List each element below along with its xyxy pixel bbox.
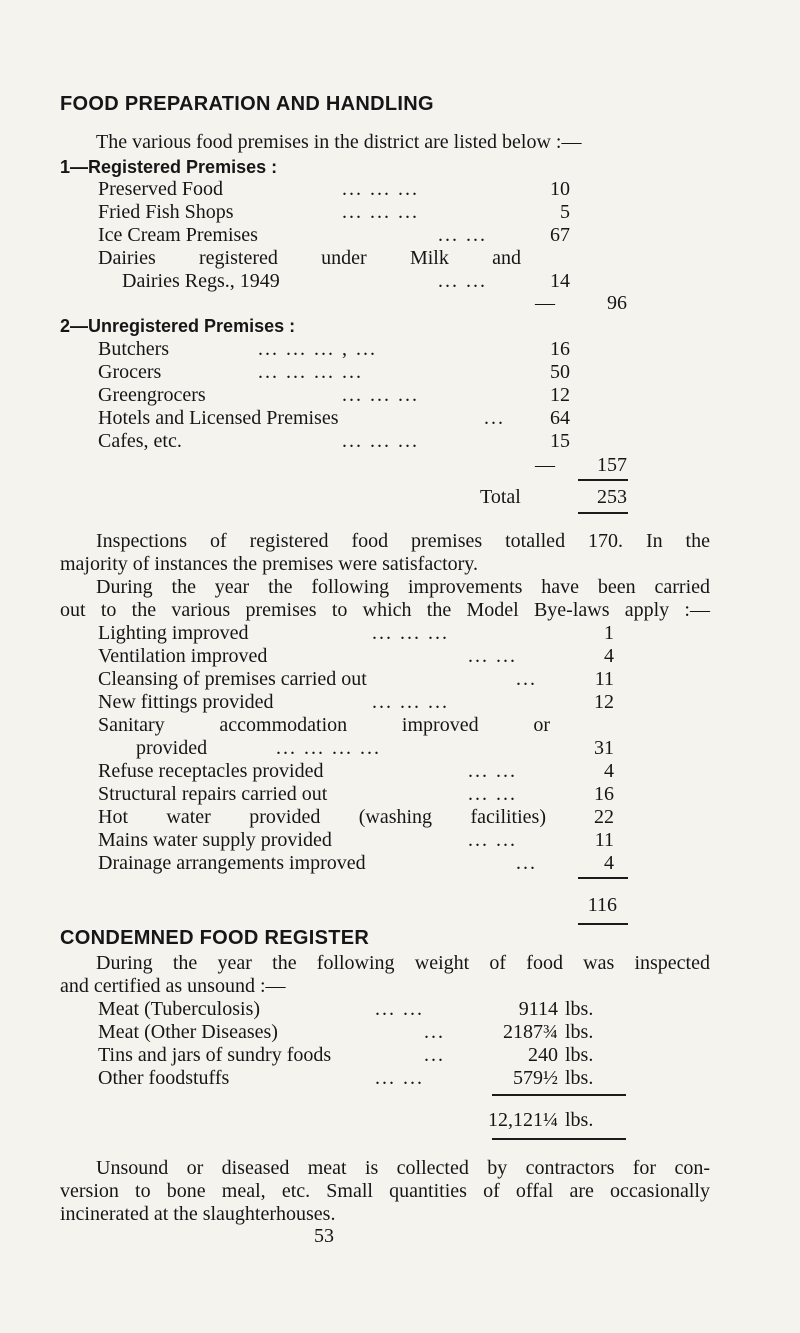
unregistered-subtotal: 157	[597, 454, 627, 476]
list-item-label: Fried Fish Shops	[98, 201, 234, 223]
list-item-value: 1	[604, 622, 614, 644]
leader-dots: ... ...	[375, 998, 424, 1020]
list-item-value: 67	[550, 224, 570, 246]
leader-dots: ... ...	[468, 760, 517, 782]
list-item-label: provided	[136, 737, 208, 759]
list-item-label: Hot water provided (washing facilities)	[98, 806, 546, 828]
leader-dots: ... ... ... ...	[258, 361, 363, 383]
list-item-label: Meat (Tuberculosis)	[98, 998, 261, 1020]
list-item-value: 10	[550, 178, 570, 200]
total-rule	[578, 512, 628, 514]
leader-dots: ...	[516, 668, 537, 690]
condemned-total-rule	[492, 1138, 626, 1140]
leader-dots: ... ...	[468, 783, 517, 805]
leader-dots: ... ... ...	[342, 430, 419, 452]
list-item-label: Drainage arrangements improved	[98, 852, 366, 874]
list-item-label: Lighting improved	[98, 622, 249, 644]
leader-dots: ... ...	[375, 1067, 424, 1089]
list-item-value: 50	[550, 361, 570, 383]
unregistered-heading: 2—Unregistered Premises :	[60, 316, 296, 336]
subtotal-dash: —	[535, 454, 555, 476]
list-item-value: 64	[550, 407, 570, 429]
list-item-value: 4	[604, 760, 614, 782]
list-item-value: 14	[550, 270, 570, 292]
list-item-label: Cafes, etc.	[98, 430, 182, 452]
leader-dots: ... ...	[438, 270, 487, 292]
list-item-label: Sanitary accommodation improved or	[98, 714, 550, 736]
page-title: FOOD PREPARATION AND HANDLING	[60, 93, 434, 115]
subtotal-dash: —	[535, 292, 555, 314]
closing-line: Unsound or diseased meat is collected by contractors for con-	[96, 1157, 710, 1179]
list-item-value: 240	[528, 1044, 558, 1066]
list-item-value: 11	[594, 668, 614, 690]
intro-text: The various food premises in the district are listed below :—	[96, 131, 582, 153]
list-item-label: Preserved Food	[98, 178, 223, 200]
list-item-value: 4	[604, 852, 614, 874]
leader-dots: ... ... ... , ...	[258, 338, 377, 360]
list-item-label: Ventilation improved	[98, 645, 268, 667]
list-item-value: 22	[594, 806, 614, 828]
list-item-value: 4	[604, 645, 614, 667]
list-item-value: 579½	[513, 1067, 558, 1089]
inspections-line: During the year the following improvements have been carried	[96, 576, 710, 598]
leader-dots: ... ... ...	[342, 201, 419, 223]
list-item-value: 31	[594, 737, 614, 759]
list-item-label: Dairies registered under Milk and	[98, 247, 521, 269]
list-item-label: Mains water supply provided	[98, 829, 332, 851]
leader-dots: ... ... ...	[342, 384, 419, 406]
improvements-total: 116	[587, 894, 617, 916]
inspections-line: majority of instances the premises were satisfactory.	[60, 553, 479, 575]
list-item-label: Dairies Regs., 1949	[122, 270, 280, 292]
leader-dots: ... ...	[468, 645, 517, 667]
improvements-total-rule	[578, 923, 628, 925]
list-item-label: Meat (Other Diseases)	[98, 1021, 278, 1043]
list-item-value: 15	[550, 430, 570, 452]
registered-heading: 1—Registered Premises :	[60, 157, 278, 177]
inspections-line: Inspections of registered food premises totalled 170. In the	[96, 530, 710, 552]
list-item-label: Ice Cream Premises	[98, 224, 258, 246]
leader-dots: ...	[424, 1044, 445, 1066]
list-item-value: 16	[594, 783, 614, 805]
leader-dots: ... ... ...	[342, 178, 419, 200]
leader-dots: ... ... ...	[372, 622, 449, 644]
leader-dots: ...	[484, 407, 505, 429]
closing-line: version to bone meal, etc. Small quantities of offal are occasionally	[60, 1180, 710, 1202]
condemned-line: During the year the following weight of food was inspected	[96, 952, 710, 974]
condemned-heading: CONDEMNED FOOD REGISTER	[60, 927, 370, 949]
total-label: Total	[480, 486, 521, 508]
leader-dots: ... ...	[438, 224, 487, 246]
list-item-value: 9114	[518, 998, 558, 1020]
improvements-rule	[578, 877, 628, 879]
list-item-label: Other foodstuffs	[98, 1067, 230, 1089]
list-item-label: Greengrocers	[98, 384, 206, 406]
inspections-line: out to the various premises to which the Model Bye-laws apply :—	[60, 599, 710, 621]
condemned-total-unit: lbs.	[565, 1109, 594, 1131]
list-item-label: Hotels and Licensed Premises	[98, 407, 339, 429]
unit-label: lbs.	[565, 1044, 594, 1066]
list-item-label: Butchers	[98, 338, 170, 360]
leader-dots: ...	[424, 1021, 445, 1043]
unit-label: lbs.	[565, 998, 594, 1020]
list-item-value: 12	[594, 691, 614, 713]
list-item-value: 12	[550, 384, 570, 406]
list-item-label: Tins and jars of sundry foods	[98, 1044, 332, 1066]
unit-label: lbs.	[565, 1021, 594, 1043]
registered-subtotal: 96	[607, 292, 627, 314]
list-item-value: 16	[550, 338, 570, 360]
list-item-label: Cleansing of premises carried out	[98, 668, 367, 690]
closing-line: incinerated at the slaughterhouses.	[60, 1203, 336, 1225]
condemned-line: and certified as unsound :—	[60, 975, 286, 997]
leader-dots: ... ...	[468, 829, 517, 851]
list-item-label: Grocers	[98, 361, 162, 383]
subtotal-rule	[578, 479, 628, 481]
page-number: 53	[314, 1225, 334, 1247]
list-item-value: 2187¾	[503, 1021, 558, 1043]
leader-dots: ... ... ...	[372, 691, 449, 713]
leader-dots: ... ... ... ...	[276, 737, 381, 759]
list-item-label: Refuse receptacles provided	[98, 760, 324, 782]
list-item-value: 11	[594, 829, 614, 851]
condemned-total: 12,121¼	[488, 1109, 558, 1131]
premises-total: 253	[597, 486, 627, 508]
leader-dots: ...	[516, 852, 537, 874]
unit-label: lbs.	[565, 1067, 594, 1089]
condemned-rule	[492, 1094, 626, 1096]
list-item-label: Structural repairs carried out	[98, 783, 328, 805]
list-item-value: 5	[560, 201, 570, 223]
list-item-label: New fittings provided	[98, 691, 274, 713]
